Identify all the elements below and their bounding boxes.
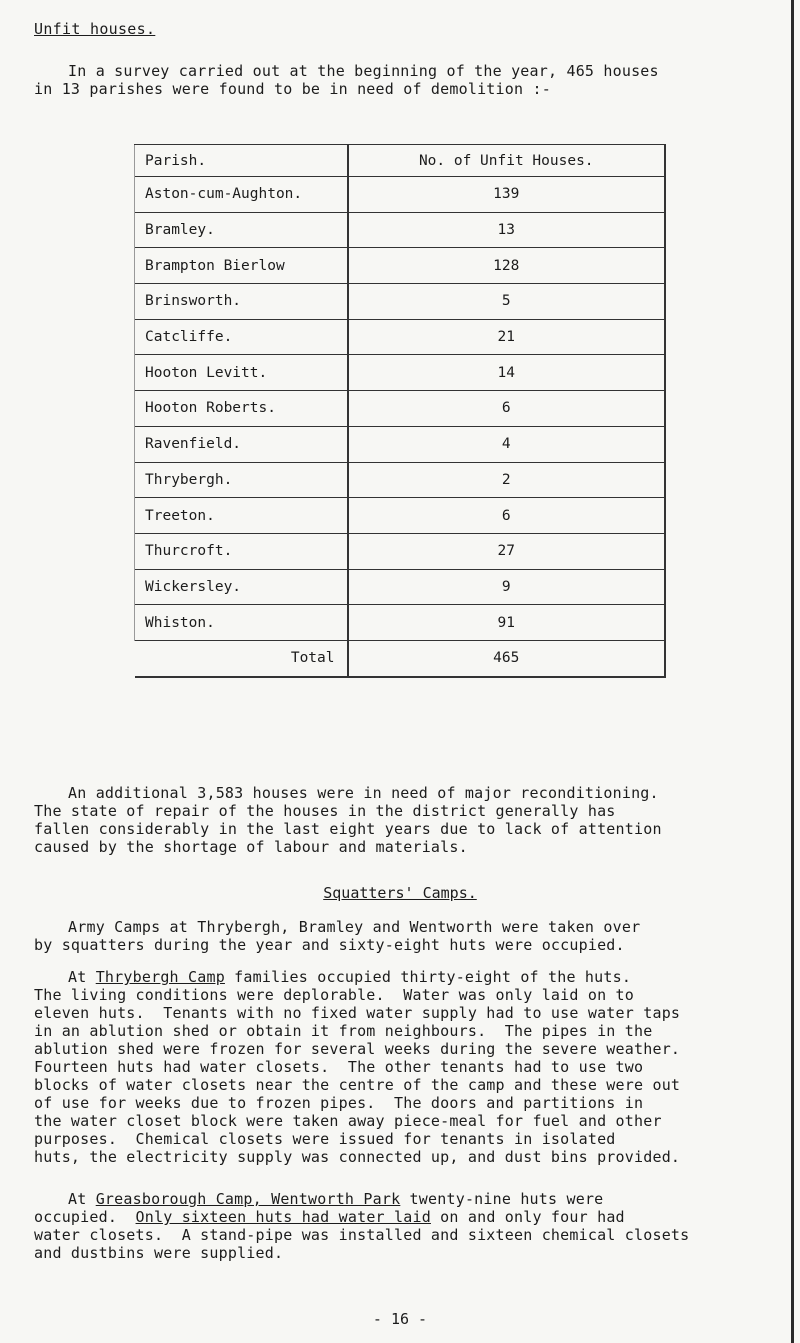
table-row (135, 319, 666, 355)
count-cell: 9 (348, 569, 666, 605)
parish-cell: Treeton. (135, 498, 348, 534)
count-cell: 91 (348, 605, 666, 641)
table-row (135, 569, 666, 605)
count-cell: 21 (348, 319, 666, 355)
table-row (135, 284, 666, 320)
count-cell: 139 (348, 177, 666, 213)
parish-cell: Catcliffe. (135, 319, 348, 355)
page-edge-line (791, 0, 794, 1343)
unfit-houses-table (134, 144, 666, 678)
parish-cell: Hooton Levitt. (135, 355, 348, 391)
column-header-parish: Parish. (135, 145, 348, 177)
count-cell: 14 (348, 355, 666, 391)
parish-cell: Brinsworth. (135, 284, 348, 320)
count-cell: 27 (348, 533, 666, 569)
table-row (135, 605, 666, 641)
greasborough-camp-name: Greasborough Camp, Wentworth Park (95, 1190, 401, 1208)
count-cell: 4 (348, 426, 666, 462)
greasborough-camp-paragraph: At Greasborough Camp, Wentworth Park twenty-nine huts were occupied. Only sixteen huts had water laid on and only four had water closets. A stand-pipe was installed and sixteen chemical closets and dustbins were supplied. (34, 1190, 690, 1262)
squatters-heading: Squatters' Camps. (323, 884, 477, 902)
intro-paragraph: In a survey carried out at the beginning of the year, 465 houses in 13 parishes were found to be in need of demolition :- (34, 62, 659, 98)
parish-cell: Aston-cum-Aughton. (135, 177, 348, 213)
count-cell: 13 (348, 212, 666, 248)
table-header-row (135, 145, 666, 177)
column-header-count: No. of Unfit Houses. (348, 145, 666, 177)
count-cell: 6 (348, 498, 666, 534)
thrybergh-camp-paragraph: At Thrybergh Camp families occupied thirty-eight of the huts. The living conditions were deplorable. Water was only laid on to eleven huts. Tenants with no fixed water supply had to use water taps in an ablution shed or obtain it from neighbours. The pipes in the ablution shed were frozen for several weeks during the severe weather. Fourteen huts had water closets. The other tenants had to use two blocks of water closets near the centre of the camp and these were out of use for weeks due to frozen pipes. The doors and partitions in the water closet block were taken away piece-meal for fuel and other purposes. Chemical closets were issued for tenants in isolated huts, the electricity supply was connected up, and dust bins provided. (34, 968, 681, 1166)
table-total-row (135, 640, 666, 676)
table-row (135, 177, 666, 213)
table-row (135, 248, 666, 284)
table-row (135, 212, 666, 248)
reconditioning-paragraph: An additional 3,583 houses were in need of major reconditioning. The state of repair of the houses in the district generally has fallen considerably in the last eight years due to lack of attention caused by the shortage of labour and materials. (34, 784, 662, 856)
total-value: 465 (348, 640, 666, 676)
page-number: - 16 - (372, 1310, 428, 1328)
count-cell: 5 (348, 284, 666, 320)
section-heading: Unfit houses. (34, 20, 156, 38)
table-row (135, 533, 666, 569)
table-row (135, 462, 666, 498)
parish-cell: Whiston. (135, 605, 348, 641)
count-cell: 128 (348, 248, 666, 284)
parish-cell: Bramley. (135, 212, 348, 248)
parish-cell: Thrybergh. (135, 462, 348, 498)
table-row (135, 498, 666, 534)
parish-cell: Wickersley. (135, 569, 348, 605)
count-cell: 6 (348, 391, 666, 427)
parish-cell: Brampton Bierlow (135, 248, 348, 284)
parish-cell: Thurcroft. (135, 533, 348, 569)
army-camps-paragraph: Army Camps at Thrybergh, Bramley and Wentworth were taken over by squatters during the year and sixty-eight huts were occupied. (34, 918, 641, 954)
parish-cell: Ravenfield. (135, 426, 348, 462)
table-row (135, 355, 666, 391)
thrybergh-camp-name: Thrybergh Camp (95, 968, 225, 986)
table-row (135, 391, 666, 427)
parish-cell: Hooton Roberts. (135, 391, 348, 427)
total-label: Total (135, 640, 348, 676)
table-row (135, 426, 666, 462)
count-cell: 2 (348, 462, 666, 498)
